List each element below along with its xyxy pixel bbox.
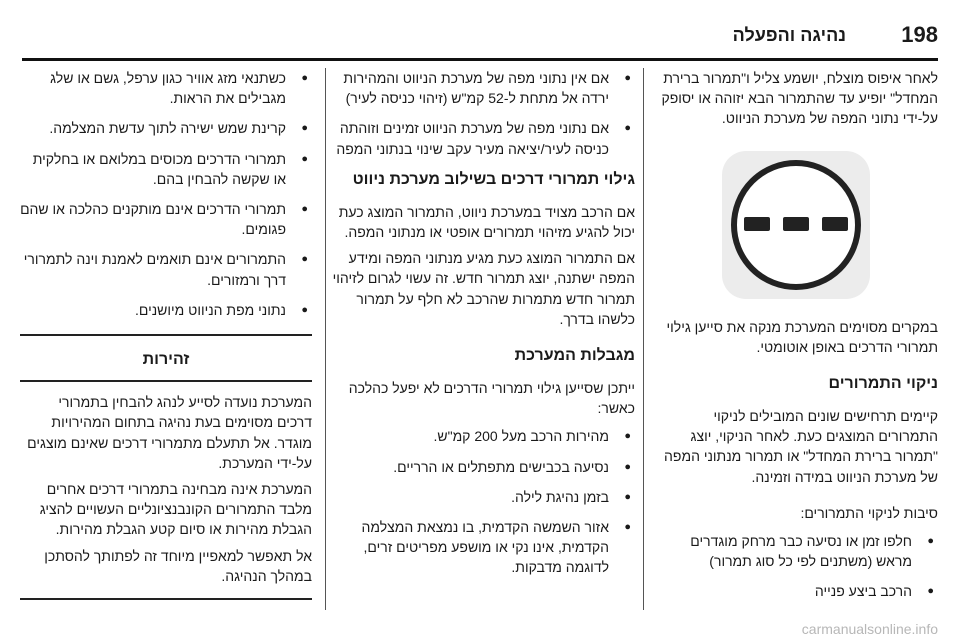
auto-clear-paragraph: במקרים מסוימים המערכת מנקה את סייען גילוי תמרורי הדרכים באופן אוטומטי. bbox=[666, 318, 938, 355]
list-item: ● התמרורים אינם תואמים לאמנת וינה לתמרורי דרך ורמזורים. bbox=[20, 249, 312, 289]
warning-body bbox=[20, 382, 312, 598]
list-item: ● אם אין נתוני מפה של מערכת הניווט והמהירות ירדה אל מתחת ל-52 קמ"ש (זיהוי כניסה לעיר) bbox=[330, 68, 635, 108]
list-item: ● תמרורי הדרכים מכוסים במלואם או בחלקית או שקשה להבחין בהם. bbox=[20, 149, 312, 189]
list-item: ● בזמן נהיגת לילה. bbox=[330, 487, 635, 507]
cleanup-heading: ניקוי התמרורים bbox=[828, 375, 938, 393]
column-left bbox=[20, 68, 312, 614]
city-detection-list bbox=[330, 68, 635, 159]
list-item: ● מהירות הרכב מעל 200 קמ"ש. bbox=[330, 426, 635, 446]
intro-paragraph: לאחר איפוס מוצלח, יושמע צליל ו"תמרור ברירת המחדל" יופיע עד שהתמרור הבא יזוהה או יסופק על-ידי נתוני המפה של מערכת הניווט. bbox=[661, 70, 938, 127]
section-title: נהיגה והפעלה bbox=[732, 25, 846, 45]
navigation-paragraph-1: אם הרכב מצויד במערכת ניווט, התמרור המוצג כעת יכול להגיע מזיהוי תמרורים אופטי או מנתוני המפה. bbox=[338, 203, 635, 241]
list-item: ● חלפו זמן או נסיעה כבר מרחק מוגדרים מראש (משתנים לפי כל סוג תמרור) bbox=[653, 531, 938, 571]
page-number: 198 bbox=[901, 22, 938, 47]
navigation-heading: גילוי תמרורי דרכים בשילוב מערכת ניווט bbox=[352, 170, 635, 188]
warning-title: זהירות bbox=[20, 336, 312, 382]
cleanup-paragraph: קיימים תרחישים שונים המובילים לניקוי התמרורים המוצגים כעת. לאחר הניקוי, יוצג "תמרור ברירת המחדל" או תמרור מנתוני המפה של מערכת הניווט במידה וזמינה. bbox=[664, 408, 938, 485]
warning-paragraph-2: המערכת אינה מבחינה בתמרורי דרכים אחרים מלבד התמרורים הקונבנציונליים העשויים להציג הגבלת מהירות או סיום קטע הגבלת מהירות. bbox=[39, 481, 312, 538]
list-item: ● תמרורי הדרכים אינם מותקנים כהלכה או שהם פגומים. bbox=[20, 199, 312, 239]
limitations-intro: ייתכן שסייען גילוי תמרורי הדרכים לא יפעל כהלכה כאשר: bbox=[348, 380, 635, 417]
navigation-paragraph-2: אם התמרור המוצג כעת מגיע מנתוני המפה ומידע המפה ישתנה, יוצג תמרור חדש. זה עשוי לגרום לזיהוי תמרור חדש מתמרות שהרכב לא חלף על תמרור כלשהו בדרך. bbox=[332, 250, 635, 327]
no-overtaking-end-sign-icon bbox=[722, 151, 870, 299]
reasons-intro: סיבות לניקוי התמרורים: bbox=[800, 504, 938, 521]
limitations-heading: מגבלות המערכת bbox=[514, 347, 635, 365]
warning-box bbox=[20, 334, 312, 600]
list-item: ● נסיעה בכבישים מתפתלים או הרריים. bbox=[330, 457, 635, 477]
watermark: carmanualsonline.info bbox=[801, 621, 938, 637]
limitations-list-continued bbox=[20, 68, 312, 320]
header-rule bbox=[22, 58, 938, 61]
list-item: ● קרינת שמש ישירה לתוך עדשת המצלמה. bbox=[20, 118, 312, 138]
list-item: ● נתוני מפת הניווט מיושנים. bbox=[20, 300, 312, 320]
list-item: ● הרכב ביצע פנייה bbox=[653, 581, 938, 601]
warning-paragraph-1: המערכת נועדה לסייע לנהג להבחין בתמרורי דרכים מסוימים בעת נהיגה בתחום המהירויות מוגדר. אל תתעלם מתמרורי דרכים שאינם מוצגים על-ידי המערכת. bbox=[27, 394, 312, 471]
column-divider bbox=[325, 68, 326, 610]
page-header bbox=[22, 22, 938, 56]
reasons-list bbox=[653, 531, 938, 602]
column-divider bbox=[643, 68, 644, 610]
limitations-list bbox=[330, 426, 635, 577]
list-item: ● כשתנאי מזג אוויר כגון ערפל, גשם או שלג מגבילים את הראות. bbox=[20, 68, 312, 108]
warning-paragraph-3: אל תאפשר למאפיין מיוחד זה לפתותך להסתכן במהלך הנהיגה. bbox=[44, 547, 312, 584]
sign-illustration bbox=[653, 151, 938, 299]
list-item: ● אזור השמשה הקדמית, בו נמצאת המצלמה הקדמית, אינו נקי או מושפע מפריטים זרים, לדוגמה מדבקות. bbox=[330, 517, 635, 578]
list-item: ● אם נתוני מפה של מערכת הניווט זמינים וזוהתה כניסה לעיר/יציאה מעיר עקב שינוי בנתוני המפה bbox=[330, 118, 635, 158]
column-middle bbox=[330, 68, 635, 614]
column-right bbox=[653, 68, 938, 614]
